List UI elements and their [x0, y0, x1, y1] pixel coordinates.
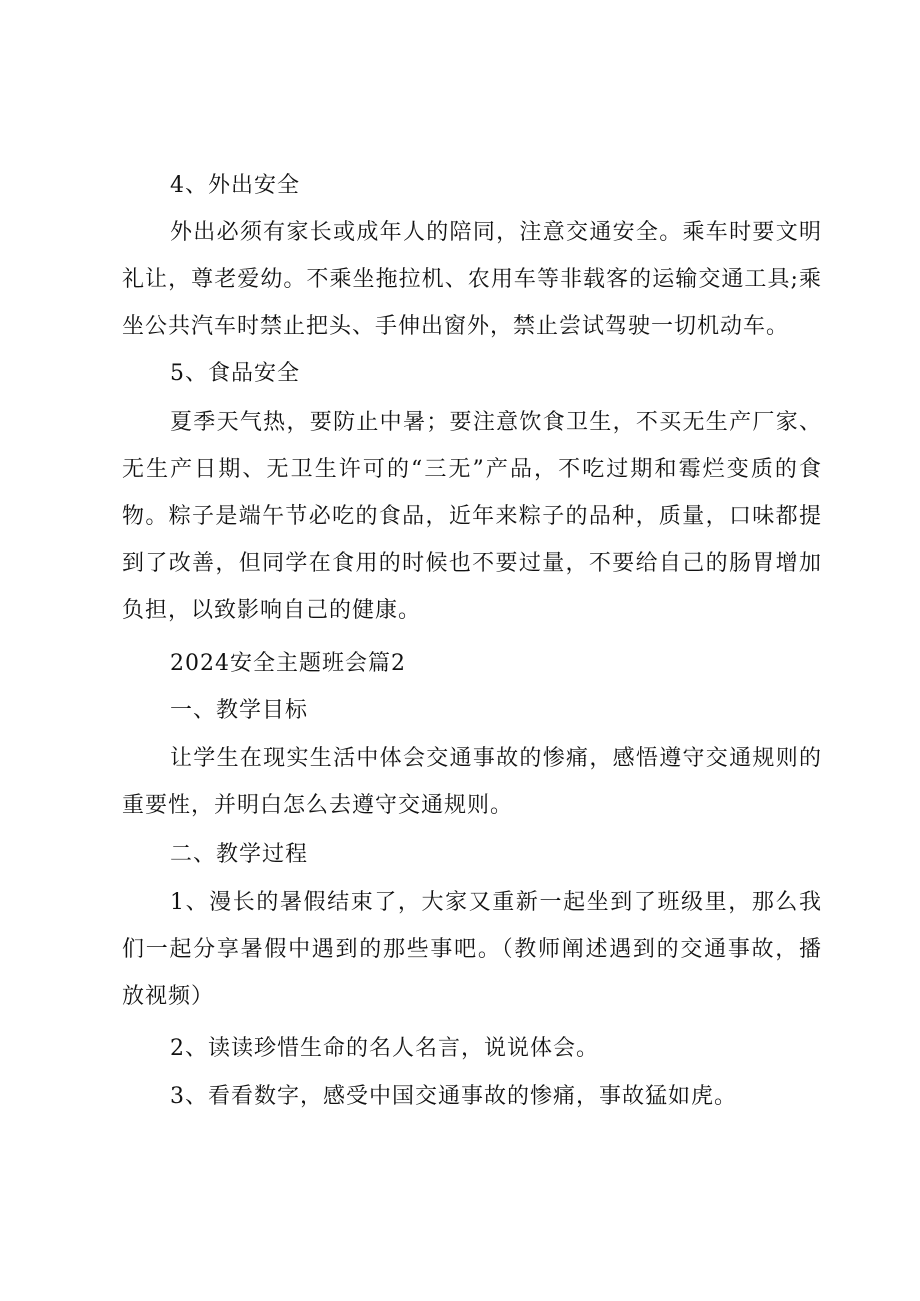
paragraph-step-2: 2、读读珍惜生命的名人名言，说说体会。 — [170, 1036, 599, 1061]
paragraph-teaching-goal: 让学生在现实生活中体会交通事故的惨痛，感悟遵守交通规则的重要性，并明白怎么去遵守交通规则。 — [122, 746, 822, 818]
paragraph-step-1: 1、漫长的暑假结束了，大家又重新一起坐到了班级里，那么我们一起分享暑假中遇到的那些事吧。（教师阐述遇到的交通事故，播放视频） — [122, 890, 822, 1009]
section-heading-teaching-goal: 一、教学目标 — [170, 698, 309, 723]
paragraph-food-safety: 夏季天气热，要防止中暑；要注意饮食卫生，不买无生产厂家、无生产日期、无卫生许可的“三无”产品，不吃过期和霉烂变质的食物。粽子是端午节必吃的食品，近年来粽子的品种，质量，口味都提到了改善，但同学在食用的时候也不要过量，不要给自己的肠胃增加负担，以致影响自己的健康。 — [122, 410, 822, 623]
section-heading-outdoor-safety: 4、外出安全 — [170, 173, 300, 198]
section-heading-teaching-process: 二、教学过程 — [170, 842, 309, 867]
article-subtitle: 2024安全主题班会篇2 — [170, 651, 406, 676]
paragraph-outdoor-safety: 外出必须有家长或成年人的陪同，注意交通安全。乘车时要文明礼让，尊老爱幼。不乘坐拖拉机、农用车等非载客的运输交通工具;乘坐公共汽车时禁止把头、手伸出窗外，禁止尝试驾驶一切机动车。 — [122, 220, 822, 339]
section-heading-food-safety: 5、食品安全 — [170, 361, 300, 386]
paragraph-step-3: 3、看看数字，感受中国交通事故的惨痛，事故猛如虎。 — [170, 1084, 737, 1109]
